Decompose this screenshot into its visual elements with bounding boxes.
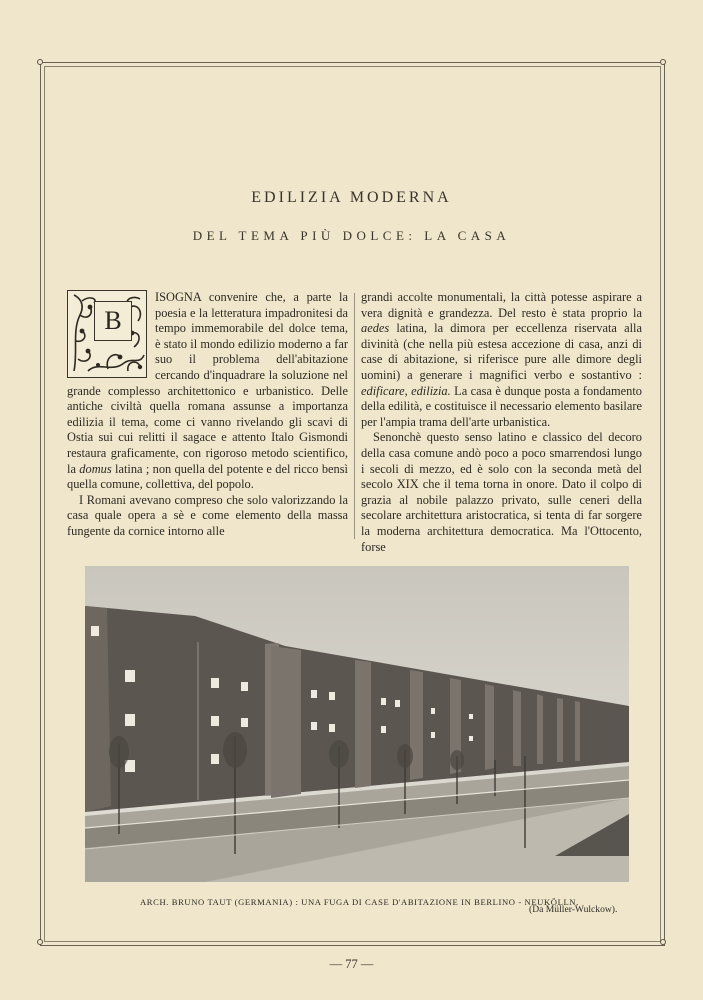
text-column-left	[67, 290, 348, 542]
corner-ornament-bottom-left	[37, 939, 43, 945]
housing-photo	[85, 566, 629, 882]
corner-ornament-top-left	[37, 59, 43, 65]
figure-source: (Da Müller-Wulckow).	[529, 904, 618, 915]
building-row-image	[85, 566, 629, 882]
paragraph-2-left: I Romani avevano compreso che solo valorizzando la casa quale opera a sè e come elemento della massa fungente da cornice intorno alle	[67, 492, 348, 538]
text-column-right	[361, 290, 642, 554]
article-title: EDILIZIA MODERNA	[251, 189, 452, 206]
dropcap-ornament	[67, 290, 147, 378]
paragraph-1-left: ISOGNA convenire che, a parte la poesia e la letteratura impadronitesi da tempo immemorabile del dolce tema, è stato il mondo edilizio moderno a far suo il problema dell'abitazione cercando d'inquadrare la soluzione nel grande complesso architettonico e urbanistico. Delle antiche civiltà quella romana assunse a importanza edilizia il tema, come ci vanno rivelando gli scavi di Ostia sui cui relitti il sagace e attento Italo Gismondi restaura graficamente, con rigoroso metodo scientifico, la domus latina ; non quella del potente e del ricco bensì quella comune, collettiva, del popolo.	[67, 290, 348, 492]
article-subtitle: DEL TEMA PIÙ DOLCE: LA CASA	[192, 228, 511, 243]
figure-caption: ARCH. BRUNO TAUT (GERMANIA) : UNA FUGA DI CASE D'ABITAZIONE IN BERLINO - NEUKÖLLN.	[140, 897, 579, 907]
corner-ornament-top-right	[660, 59, 666, 65]
corner-ornament-bottom-right	[660, 939, 666, 945]
dropcap-letter: B	[94, 301, 132, 341]
column-divider	[354, 293, 355, 539]
page-number: — 77 —	[329, 957, 374, 971]
paragraph-2-right: Senonchè questo senso latino e classico del decoro della casa comune andò poco a poco smarrendosi lungo i secoli di mezzo, ed è solo con la seconda metà del secolo XIX che il tema torna in onore. Dato il colpo di grazia al nobile palazzo privato, sulle ceneri della secolare architettura aristocratica, si tenta di far sorgere la moderna architettura democratica. Ma l'Ottocento, forse	[361, 430, 642, 554]
paragraph-1-right: grandi accolte monumentali, la città potesse aspirare a vera dignità e grandezza. Del resto è stata proprio la aedes latina, la dimora per eccellenza riservata alla divinità (che nella più estesa accezione di casa, anzi di case di abitazione, si riferisce pure alle dimore degli uomini) a generare i magnifici verbo e sostantivo : edificare, edilizia. La casa è dunque posta a fondamento della edilità, e costituisce il necessario elemento basilare per l'ampia trama dell'arte urbanistica.	[361, 290, 642, 429]
